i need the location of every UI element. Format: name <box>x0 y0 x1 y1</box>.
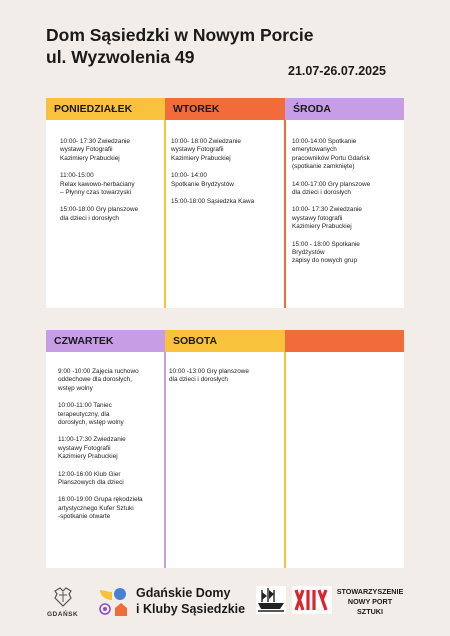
event-line: zapisy do nowych grup <box>292 257 358 265</box>
event-item <box>60 172 164 197</box>
event-list-wednesday <box>292 138 402 275</box>
title-line-1: Dom Sąsiedzki w Nowym Porcie <box>46 25 314 45</box>
event-line: Kazimiery Prabuckiej <box>60 154 120 162</box>
event-line: 10:00 -13:00 Gry planszowe <box>169 368 249 375</box>
event-line: oddechowe dla dorosłych, <box>58 376 132 384</box>
neighborhood-houses-icon <box>98 586 130 618</box>
event-line: dorosłych, wstęp wolny <box>58 419 124 427</box>
event-line: 11:00-17:30 Zwiedzanie <box>58 436 126 444</box>
event-line: wystawy Fotografii <box>60 146 113 154</box>
column-divider <box>164 120 166 308</box>
gds-line-2: i Kluby Sąsiedzkie <box>136 602 246 616</box>
event-line: artystycznego Kufer Sztuki <box>58 504 134 512</box>
event-line: 16:00-19:00 Grupa rękodzieła <box>58 496 143 504</box>
stow-line-2: NOWY PORT <box>347 597 393 606</box>
event-item <box>292 181 402 198</box>
event-item <box>292 138 402 172</box>
date-range: 21.07-26.07.2025 <box>288 64 387 78</box>
event-line: Kazimiery Prabuckiej <box>58 453 118 461</box>
event-line: 10:00- 18:00 Zwiedzanie <box>171 138 241 145</box>
event-line: dla dzieci i dorosłych <box>169 376 228 384</box>
event-item <box>60 138 164 163</box>
event-line: pracowników Portu Gdańsk <box>292 154 370 162</box>
event-item <box>292 206 402 231</box>
event-line: emerytowanych <box>292 146 337 154</box>
event-line: Relax kawowo-herbaciany <box>60 180 135 188</box>
event-line: wystawy Fotografii <box>171 146 224 154</box>
stowarzyszenie-logo-icon <box>292 586 332 614</box>
event-line: Kazimiery Prabuckiej <box>171 154 231 162</box>
event-line: 10:00- 17:30 Zwiedzanie <box>60 138 130 145</box>
day-header-wednesday: ŚRODA <box>285 98 404 120</box>
event-line: 10:00-14:00 Spotkanie <box>292 138 357 145</box>
event-line: dla dzieci i dorosłych <box>292 189 351 197</box>
event-line: – Płynny czas towarzyski <box>60 189 132 197</box>
event-list-monday <box>60 138 164 232</box>
stow-line-3: SZTUKI <box>357 607 383 616</box>
day-header-tuesday: WTOREK <box>165 98 285 120</box>
event-line: (spotkanie zamknięte) <box>292 163 355 171</box>
event-item <box>60 206 164 223</box>
event-item <box>58 402 164 427</box>
event-line: wystawy fotografii <box>292 214 343 222</box>
event-line: Brydżystów <box>292 249 325 257</box>
gds-logo-text <box>136 585 245 617</box>
event-item <box>292 241 402 266</box>
event-item <box>58 471 164 488</box>
stow-line-1: STOWARZYSZENIE <box>336 587 404 596</box>
gdansk-label: GDAŃSK <box>47 611 79 618</box>
schedule-row-bottom <box>46 330 404 568</box>
event-line: Planszowych dla dzieci <box>58 479 124 487</box>
footer-logos <box>0 580 450 636</box>
day-header-monday: PONIEDZIAŁEK <box>46 98 165 120</box>
day-header-thursday: CZWARTEK <box>46 330 165 352</box>
event-line: wstęp wolny <box>58 384 93 392</box>
event-line: 11:00-15:00 <box>60 172 94 180</box>
column-divider <box>284 352 286 568</box>
gds-line-1: Gdańskie Domy <box>136 586 231 600</box>
event-line: dla dzieci i dorosłych <box>60 214 119 222</box>
event-item <box>171 138 281 163</box>
column-divider <box>164 352 166 568</box>
event-line: Kazimiery Prabuckiej <box>292 223 352 231</box>
event-item <box>171 172 281 189</box>
event-line: wystawy Fotografii <box>58 444 111 452</box>
column-divider <box>284 120 286 308</box>
event-list-saturday <box>169 368 281 394</box>
event-item <box>169 368 281 385</box>
event-line: 14:00-17:00 Gry planszowe <box>292 180 371 188</box>
event-line: -spotkanie otwarte <box>58 513 111 521</box>
event-list-thursday <box>58 368 164 531</box>
event-list-tuesday <box>171 138 281 215</box>
event-line: terapeutyczny, dla <box>58 410 110 418</box>
day-header-saturday: SOBOTA <box>165 330 285 352</box>
event-line: 10:00- 14:00 <box>171 172 207 180</box>
event-line: 10:00- 17:30 Zwiedzanie <box>292 206 362 214</box>
event-line: Spotkanie Brydżystów <box>171 180 234 188</box>
day-header-empty <box>285 330 404 352</box>
event-line: 15:00-18:00 Sąsiedzka Kawa <box>171 198 255 206</box>
gdansk-crest-icon <box>52 586 74 608</box>
page-title <box>46 24 313 68</box>
event-line: 15:00-18:00 Gry planszowe <box>60 206 139 214</box>
event-item <box>58 436 164 461</box>
event-line: 9:00 -10:00 Zajęcia ruchowo <box>58 368 139 375</box>
event-line: 15:00 - 18:00 Spotkanie <box>292 240 360 248</box>
event-item <box>58 368 164 393</box>
stowarzyszenie-text <box>336 587 404 617</box>
event-line: 10:00-11:00 Taniec <box>58 402 112 410</box>
event-item <box>58 496 164 521</box>
schedule-row-top <box>46 98 404 308</box>
day-panel-empty <box>285 352 404 568</box>
event-item <box>171 198 281 206</box>
title-line-2: ul. Wyzwolenia 49 <box>46 47 195 67</box>
event-line: 12:00-16:00 Klub Gier <box>58 470 121 478</box>
ship-logo-icon <box>256 586 286 614</box>
